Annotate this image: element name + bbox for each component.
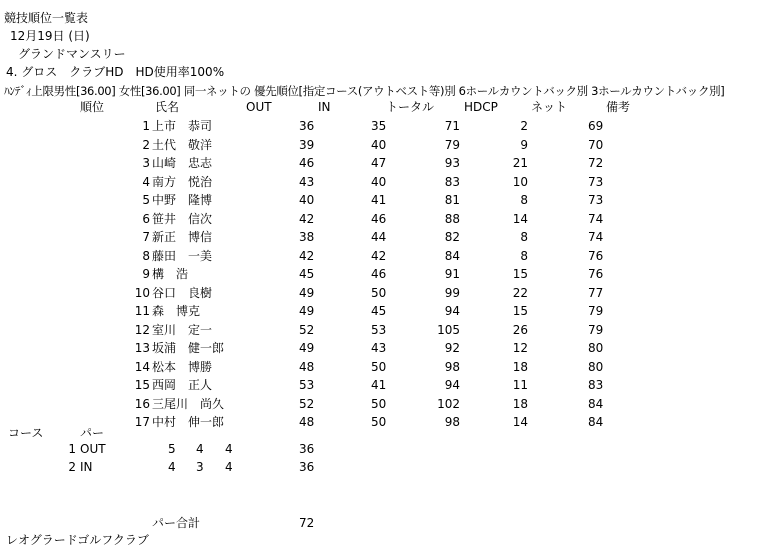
player-name: 藤田 一美 [152, 248, 213, 263]
column-rank: 順位 [80, 100, 105, 114]
column-note: 備考 [606, 100, 631, 114]
player-name: 新正 博信 [152, 230, 213, 244]
in-score: 53 [371, 322, 387, 337]
in-score: 43 [371, 341, 387, 355]
golf-club-name: レオグラードゴルフクラブ [6, 533, 149, 547]
player-rank: 4 [142, 174, 150, 189]
player-rank: 11 [134, 304, 150, 318]
handicap: 22 [512, 285, 528, 300]
par-total-value: 72 [299, 516, 315, 530]
par-hole-3: 4 [225, 460, 233, 474]
player-name: 森 博克 [152, 304, 201, 318]
player-rank: 6 [142, 211, 150, 226]
player-name: 中村 伸一郎 [152, 415, 225, 429]
in-score: 42 [371, 248, 387, 263]
net-score: 79 [588, 322, 604, 337]
total-score: 71 [444, 119, 460, 133]
out-score: 52 [299, 322, 315, 337]
handicap: 12 [512, 341, 528, 355]
in-score: 35 [371, 119, 387, 133]
in-score: 40 [371, 137, 387, 152]
total-score: 92 [444, 341, 460, 355]
table-row [0, 413, 773, 432]
player-name: 三尾川 尚久 [152, 396, 225, 411]
column-headers [0, 99, 773, 117]
out-score: 49 [299, 304, 315, 318]
out-score: 43 [299, 174, 315, 189]
table-row [0, 265, 773, 284]
course-row [0, 458, 773, 477]
out-score: 45 [299, 267, 315, 281]
course-number: 1 [68, 442, 76, 456]
table-row [0, 173, 773, 192]
player-rank: 10 [134, 285, 150, 300]
out-score: 46 [299, 156, 315, 170]
in-score: 46 [371, 267, 387, 281]
player-name: 山崎 忠志 [152, 156, 213, 170]
in-score: 50 [371, 285, 387, 300]
out-score: 39 [299, 137, 315, 152]
net-score: 79 [588, 304, 604, 318]
in-score: 50 [371, 396, 387, 411]
in-score: 41 [371, 193, 387, 207]
par-subtotal: 36 [299, 460, 315, 474]
net-score: 69 [588, 119, 604, 133]
table-row [0, 247, 773, 266]
player-name: 室川 定一 [152, 322, 213, 337]
player-name: 上市 恭司 [152, 119, 213, 133]
net-score: 73 [588, 174, 604, 189]
player-rank: 16 [134, 396, 150, 411]
table-row [0, 117, 773, 136]
total-score: 102 [437, 396, 460, 411]
out-score: 38 [299, 230, 315, 244]
in-score: 46 [371, 211, 387, 226]
table-row [0, 302, 773, 321]
course-row [0, 440, 773, 459]
player-name: 松本 博勝 [152, 359, 213, 374]
net-score: 72 [588, 156, 604, 170]
handicap: 2 [520, 119, 528, 133]
net-score: 76 [588, 267, 604, 281]
in-score: 40 [371, 174, 387, 189]
net-score: 80 [588, 341, 604, 355]
net-score: 77 [588, 285, 604, 300]
player-rank: 8 [142, 248, 150, 263]
player-rank: 15 [134, 378, 150, 392]
out-score: 48 [299, 359, 315, 374]
table-row [0, 210, 773, 229]
total-score: 83 [444, 174, 460, 189]
total-score: 93 [444, 156, 460, 170]
player-rank: 13 [134, 341, 150, 355]
player-name: 坂浦 健一郎 [152, 341, 225, 355]
handicap: 15 [512, 267, 528, 281]
table-row [0, 358, 773, 377]
net-score: 73 [588, 193, 604, 207]
out-score: 49 [299, 341, 315, 355]
table-row [0, 136, 773, 155]
course-name: OUT [80, 442, 106, 456]
column-in: IN [318, 100, 331, 114]
table-row [0, 321, 773, 340]
player-name: 土代 敬洋 [152, 137, 213, 152]
total-score: 94 [444, 378, 460, 392]
total-score: 81 [444, 193, 460, 207]
total-score: 82 [444, 230, 460, 244]
page-title: 競技順位一覧表 [4, 11, 89, 25]
net-score: 80 [588, 359, 604, 374]
out-score: 48 [299, 415, 315, 429]
net-score: 83 [588, 378, 604, 392]
column-net: ネット [531, 100, 568, 114]
par-hole-1: 5 [168, 442, 176, 456]
course-name: IN [80, 460, 93, 474]
handicap: 8 [520, 248, 528, 263]
table-row [0, 395, 773, 414]
handicap: 18 [512, 359, 528, 374]
course-label: コース [8, 426, 44, 440]
player-rank: 9 [142, 267, 150, 281]
player-rank: 2 [142, 137, 150, 152]
total-score: 84 [444, 248, 460, 263]
in-score: 41 [371, 378, 387, 392]
net-score: 84 [588, 415, 604, 429]
in-score: 45 [371, 304, 387, 318]
total-score: 88 [444, 211, 460, 226]
handicap: 9 [520, 137, 528, 152]
handicap: 18 [512, 396, 528, 411]
table-row [0, 228, 773, 247]
total-score: 94 [444, 304, 460, 318]
handicap: 26 [512, 322, 528, 337]
out-score: 52 [299, 396, 315, 411]
handicap: 15 [512, 304, 528, 318]
handicap: 10 [512, 174, 528, 189]
column-out: OUT [246, 100, 272, 114]
handicap: 11 [512, 378, 528, 392]
net-score: 74 [588, 230, 604, 244]
out-score: 42 [299, 248, 315, 263]
player-rank: 7 [142, 230, 150, 244]
player-name: 谷口 良樹 [152, 285, 213, 300]
event-name: グランドマンスリー [18, 47, 126, 61]
player-name: 西岡 正人 [152, 378, 213, 392]
par-total-label: パー合計 [152, 516, 201, 530]
player-rank: 17 [134, 415, 150, 429]
handicap: 21 [512, 156, 528, 170]
net-score: 84 [588, 396, 604, 411]
table-row [0, 376, 773, 395]
total-score: 99 [444, 285, 460, 300]
total-score: 105 [437, 322, 460, 337]
in-score: 50 [371, 415, 387, 429]
player-rank: 3 [142, 156, 150, 170]
par-hole-1: 4 [168, 460, 176, 474]
column-name: 氏名 [155, 100, 180, 114]
table-row [0, 191, 773, 210]
table-row [0, 284, 773, 303]
player-name: 南方 悦治 [152, 174, 213, 189]
player-rank: 14 [134, 359, 150, 374]
table-row [0, 154, 773, 173]
out-score: 36 [299, 119, 315, 133]
column-hdcp: HDCP [464, 100, 498, 114]
player-name: 構 浩 [152, 267, 189, 281]
total-score: 98 [444, 415, 460, 429]
out-score: 40 [299, 193, 315, 207]
par-subtotal: 36 [299, 442, 315, 456]
net-score: 70 [588, 137, 604, 152]
competition-category: 4. グロス クラブHD HD使用率100% [6, 65, 225, 79]
course-number: 2 [68, 460, 76, 474]
player-rank: 1 [142, 119, 150, 133]
event-date: 12月19日 (日) [10, 29, 90, 43]
in-score: 50 [371, 359, 387, 374]
par-label: パー [80, 426, 105, 440]
handicap-rules: ﾊﾝﾃﾞｨ上限男性[36.00] 女性[36.00] 同一ネットの 優先順位[指定コース(アウトベスト等)別 6ホールカウントバック別 3ホールカウントバック別] [4, 84, 725, 98]
out-score: 42 [299, 211, 315, 226]
net-score: 74 [588, 211, 604, 226]
net-score: 76 [588, 248, 604, 263]
par-hole-2: 3 [196, 460, 204, 474]
handicap: 14 [512, 211, 528, 226]
out-score: 53 [299, 378, 315, 392]
handicap: 8 [520, 230, 528, 244]
player-rank: 12 [134, 322, 150, 337]
in-score: 47 [371, 156, 387, 170]
player-name: 笹井 信次 [152, 211, 213, 226]
table-row [0, 339, 773, 358]
par-hole-2: 4 [196, 442, 204, 456]
out-score: 49 [299, 285, 315, 300]
column-total: トータル [386, 100, 435, 114]
in-score: 44 [371, 230, 387, 244]
total-score: 98 [444, 359, 460, 374]
total-score: 91 [444, 267, 460, 281]
player-rank: 5 [142, 193, 150, 207]
player-name: 中野 隆博 [152, 193, 213, 207]
handicap: 14 [512, 415, 528, 429]
handicap: 8 [520, 193, 528, 207]
par-hole-3: 4 [225, 442, 233, 456]
total-score: 79 [444, 137, 460, 152]
